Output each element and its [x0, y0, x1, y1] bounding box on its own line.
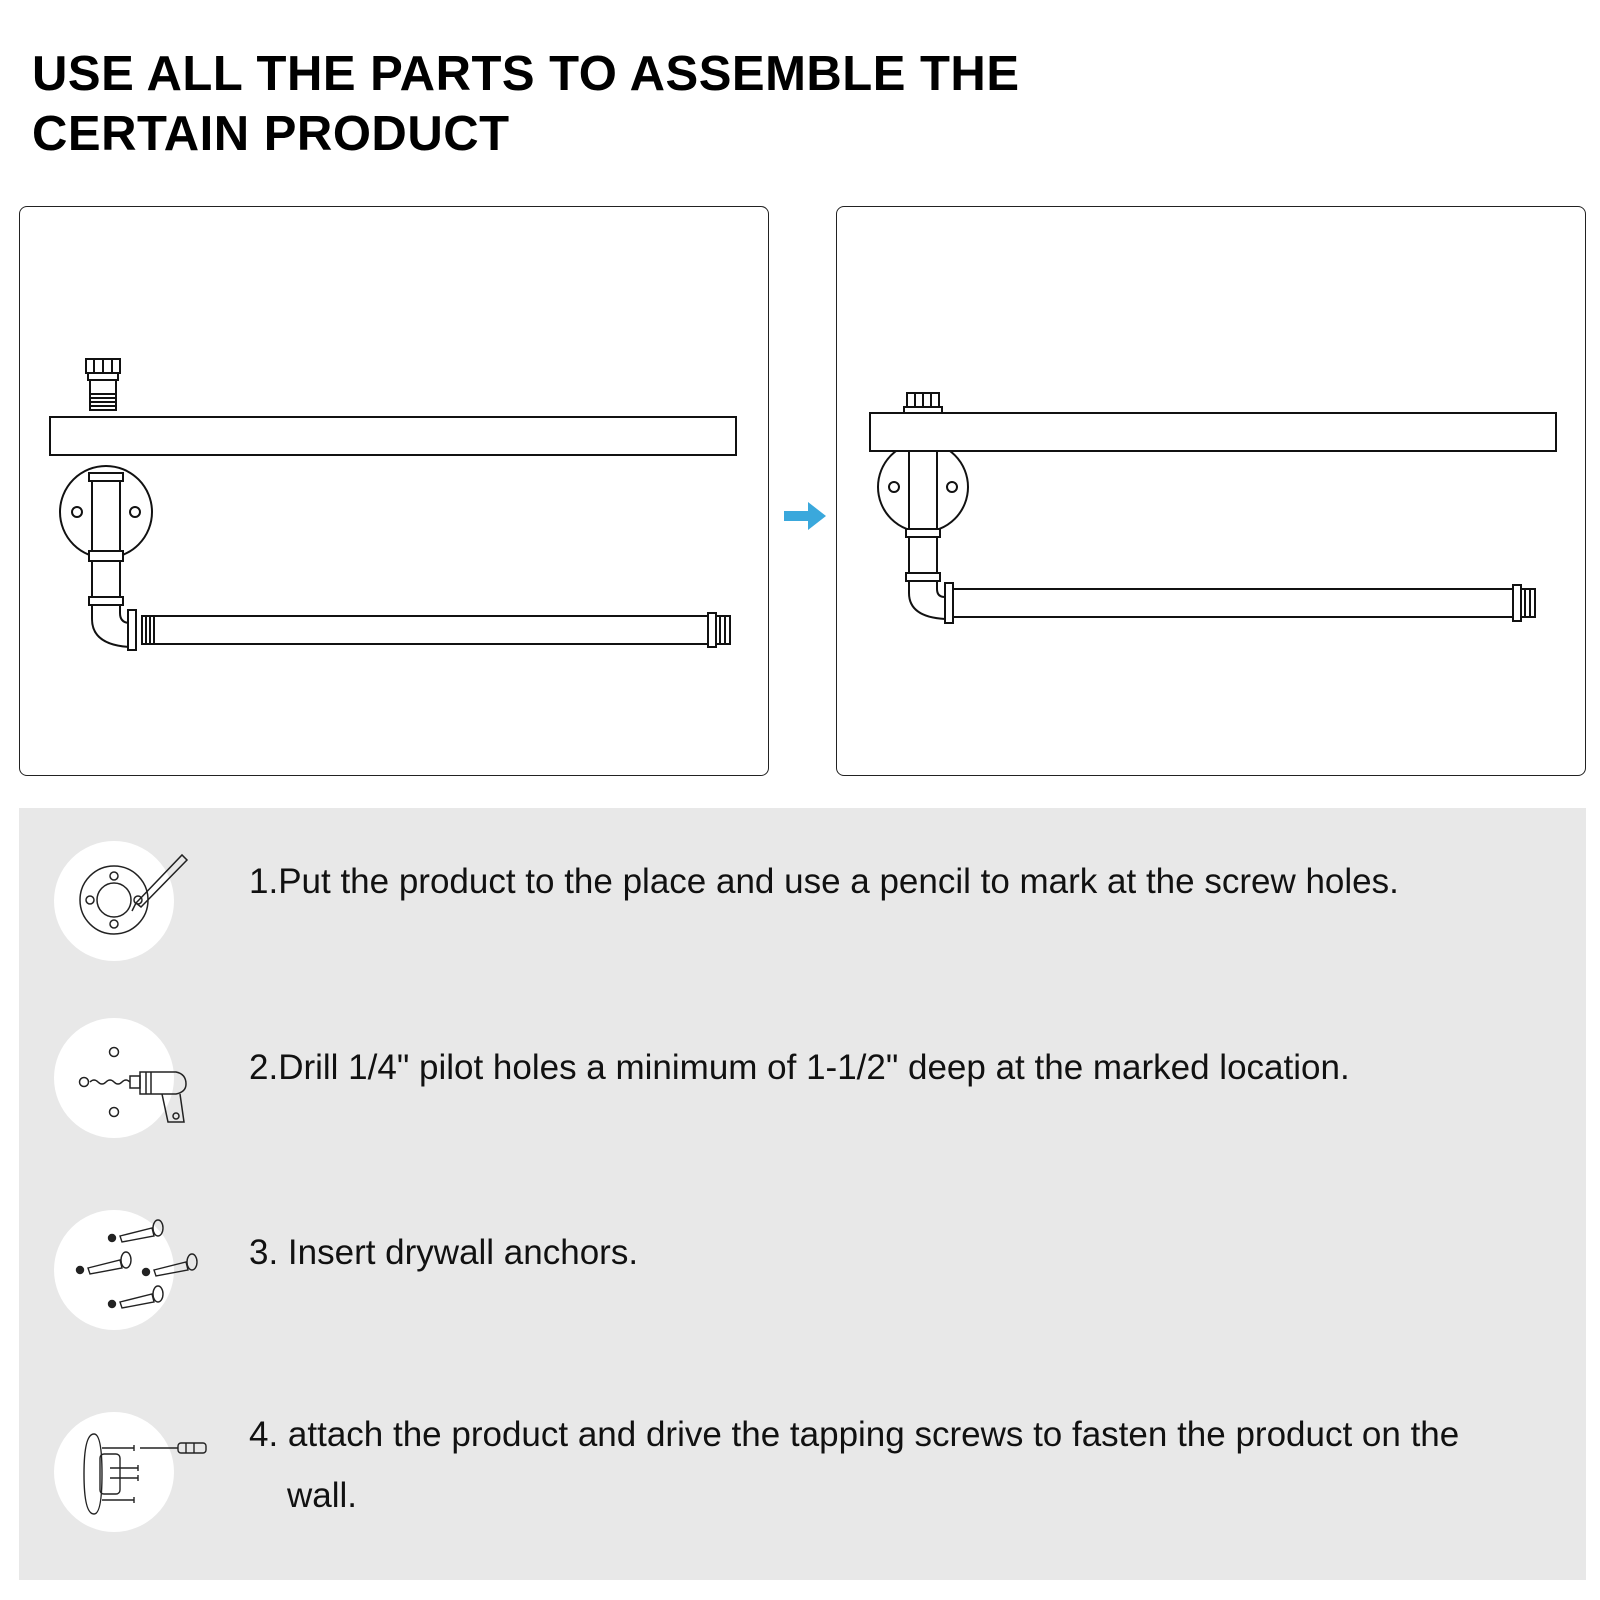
- screwdriver-icon: [54, 1412, 174, 1532]
- page-title: [32, 44, 1132, 164]
- floor-flange: [60, 466, 152, 561]
- step-4-text: [249, 1404, 1569, 1526]
- arrow-right-icon: [784, 500, 826, 532]
- wooden-board: [870, 413, 1556, 451]
- pipe-cap-fitting: [904, 393, 942, 413]
- page-title-line-2: CERTAIN PRODUCT: [32, 107, 510, 161]
- page-title-line-1: USE ALL THE PARTS TO ASSEMBLE THE: [32, 47, 1020, 101]
- drywall-anchors-icon: [54, 1210, 174, 1330]
- step-3-text: 3. Insert drywall anchors.: [249, 1233, 639, 1272]
- exploded-parts-diagram: [20, 207, 770, 777]
- step-2-text: 2.Drill 1/4" pilot holes a minimum of 1-1/2" deep at the marked location.: [249, 1048, 1350, 1087]
- elbow-fitting: [909, 581, 945, 619]
- step-4-text-line-1: 4. attach the product and drive the tapping screws to fasten the product on the: [249, 1415, 1460, 1454]
- horizontal-pipe: [953, 589, 1513, 617]
- step-4-text-line-2: wall.: [287, 1476, 358, 1515]
- pipe-cap-fitting: [86, 359, 120, 410]
- drill-icon: [54, 1018, 174, 1138]
- assembled-panel: [836, 206, 1586, 776]
- parts-panel: [19, 206, 769, 776]
- assembled-product-diagram: [837, 207, 1587, 777]
- horizontal-pipe: [142, 613, 730, 647]
- instructions-section: [19, 808, 1586, 1580]
- flange-pencil-icon: [54, 841, 174, 961]
- step-1-text: 1.Put the product to the place and use a pencil to mark at the screw holes.: [249, 862, 1399, 901]
- wooden-board: [50, 417, 736, 455]
- elbow-fitting: [89, 561, 136, 650]
